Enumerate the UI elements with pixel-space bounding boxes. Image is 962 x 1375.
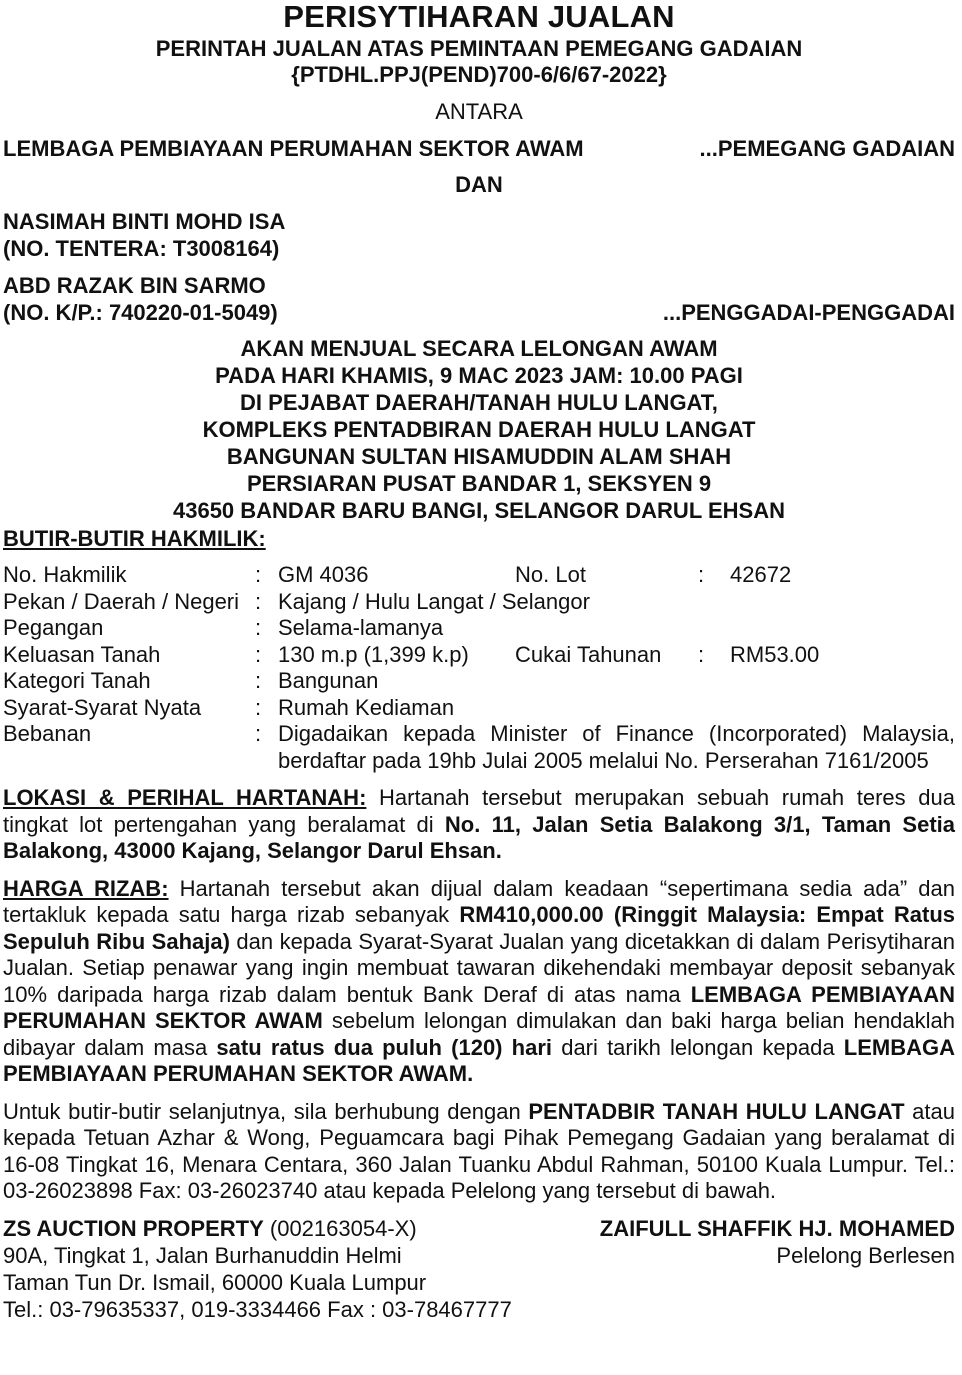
reserve-text: dari tarikh lelongan kepada [552, 1034, 844, 1060]
footer [3, 1215, 955, 1323]
detail-value: GM 4036 [278, 562, 369, 587]
auction-line: 43650 BANDAR BARU BANGI, SELANGOR DARUL EHSAN [172, 498, 785, 523]
chargor2-id: (NO. K/P.: 740220-01-5049) [3, 300, 278, 325]
land-administrator: PENTADBIR TANAH HULU LANGAT [528, 1098, 905, 1124]
auction-line: KOMPLEKS PENTADBIRAN DAERAH HULU LANGAT [202, 417, 756, 442]
reference-number: {PTDHL.PPJ(PEND)700-6/6/67-2022} [291, 62, 667, 87]
between-label: ANTARA [435, 99, 523, 124]
chargee-role: ...PEMEGANG GADAIAN [699, 136, 955, 161]
auction-line: AKAN MENJUAL SECARA LELONGAN AWAM [240, 336, 718, 361]
auctioneer-name: ZAIFULL SHAFFIK HJ. MOHAMED [599, 1215, 955, 1241]
detail-row [3, 615, 955, 642]
company-phones: Tel.: 03-79635337, 019-3334466 Fax : 03-78467777 [3, 1296, 512, 1322]
detail-value: Digadaikan kepada Minister of Finance (Incorporated) Malaysia, berdaftar pada 19hb Julai 2005 melalui No. Perserahan 7161/2005 [278, 721, 955, 773]
detail-colon: : [698, 641, 705, 667]
detail-row [3, 721, 955, 774]
detail-value: RM53.00 [730, 641, 820, 667]
chargor1-id: (NO. TENTERA: T3008164) [3, 236, 280, 261]
detail-label: Cukai Tahunan [515, 641, 662, 667]
reserve-amount: RM410,000.00 (Ringgit Malaysia: Empat Ratus Sepuluh Ribu Sahaja) [3, 902, 955, 954]
location-heading: LOKASI & PERIHAL HARTANAH: [3, 785, 367, 810]
chargor2-row [3, 299, 955, 326]
detail-label: Kategori Tanah [3, 668, 151, 693]
detail-colon: : [255, 641, 262, 667]
auction-line: DI PEJABAT DAERAH/TANAH HULU LANGAT, [240, 390, 718, 415]
detail-row [3, 589, 955, 616]
auctioneer [600, 1215, 955, 1323]
detail-colon: : [255, 721, 262, 746]
title-details-heading: BUTIR-BUTIR HAKMILIK: [3, 526, 266, 551]
contact-paragraph [3, 1099, 955, 1205]
chargor1-name: NASIMAH BINTI MOHD ISA [3, 209, 286, 234]
location-text: Hartanah tersebut merupakan sebuah rumah teres dua tingkat lot pertengahan yang beralamat di [3, 785, 955, 837]
contact-text: atau kepada Tetuan Azhar & Wong, Peguamcara bagi Pihak Pemegang Gadaian yang beralamat di 16-08 Tingkat 16, Menara Centara, 360 Jalan Tuanku Abdul Rahman, 50100 Kuala Lumpur. Tel.: 03-26023898 Fax: 03-26023740 atau kepada Pelelong yang tersebut di bawah. [3, 1098, 956, 1203]
contact-text: Untuk butir-butir selanjutnya, sila berhubung dengan [3, 1098, 529, 1124]
auctioneer-title: Pelelong Berlesen [776, 1242, 955, 1268]
detail-row [3, 695, 955, 722]
detail-value: 42672 [730, 562, 792, 587]
company-address: 90A, Tingkat 1, Jalan Burhanuddin Helmi [3, 1242, 402, 1268]
detail-value: Rumah Kediaman [278, 694, 455, 720]
detail-label: Pegangan [3, 615, 104, 640]
chargor2-name: ABD RAZAK BIN SARMO [3, 273, 266, 298]
detail-colon: : [255, 588, 262, 614]
detail-value: 130 m.p (1,399 k.p) [278, 641, 469, 667]
detail-colon: : [255, 694, 262, 720]
detail-label: Keluasan Tanah [3, 641, 161, 667]
detail-label: Syarat-Syarat Nyata [3, 694, 202, 720]
auction-line: BANGUNAN SULTAN HISAMUDDIN ALAM SHAH [226, 444, 732, 469]
auction-company [3, 1215, 512, 1323]
detail-colon: : [698, 562, 705, 587]
chargee-row [3, 135, 955, 162]
detail-row [3, 668, 955, 695]
property-address: No. 11, Jalan Setia Balakong 3/1, Taman Setia Balakong, 43000 Kajang, Selangor Darul Ehsan. [3, 811, 955, 863]
reserve-text: sebelum lelongan dimulakan dan baki harga belian hendaklah dibayar dalam masa [3, 1008, 956, 1060]
detail-colon: : [255, 562, 262, 587]
detail-label: Pekan / Daerah / Negeri [3, 588, 240, 614]
detail-row [3, 562, 955, 589]
reserve-price-heading: HARGA RIZAB: [3, 875, 169, 901]
company-address: Taman Tun Dr. Ismail, 60000 Kuala Lumpur [3, 1269, 427, 1295]
location-paragraph [3, 785, 955, 865]
sale-proclamation [3, 0, 955, 1323]
payment-period: satu ratus dua puluh (120) hari [216, 1034, 553, 1060]
payee-name: LEMBAGA PEMBIAYAAN PERUMAHAN SEKTOR AWAM. [3, 1034, 955, 1086]
reserve-price-paragraph [3, 876, 955, 1088]
detail-row [3, 642, 955, 669]
reserve-text: dan kepada Syarat-Syarat Jualan yang dicetakkan di dalam Perisytiharan Jualan. Setiap penawar yang ingin membuat tawaran dikehendaki membayar deposit sebanyak 10% daripada harga rizab dalam bentuk Bank Deraf di atas nama [3, 928, 955, 1007]
page-title: PERISYTIHARAN JUALAN [283, 0, 675, 34]
auction-line: PERSIARAN PUSAT BANDAR 1, SEKSYEN 9 [246, 471, 712, 496]
detail-label: Bebanan [3, 721, 92, 746]
detail-label: No. Hakmilik [3, 562, 127, 587]
chargor-role: ...PENGGADAI-PENGGADAI [662, 300, 955, 325]
detail-colon: : [255, 615, 262, 640]
company-name: ZS AUCTION PROPERTY [3, 1215, 264, 1241]
detail-value: Selama-lamanya [278, 615, 444, 640]
title-details-table [3, 562, 955, 774]
detail-value: Bangunan [278, 668, 379, 693]
detail-colon: : [255, 668, 262, 693]
company-reg: (002163054-X) [263, 1215, 417, 1241]
chargee-name: LEMBAGA PEMBIAYAAN PERUMAHAN SEKTOR AWAM [3, 136, 584, 161]
detail-value: Kajang / Hulu Langat / Selangor [278, 588, 590, 614]
reserve-text: Hartanah tersebut akan dijual dalam keadaan “sepertimana sedia ada” dan tertakluk kepada satu harga rizab sebanyak [3, 875, 956, 927]
auction-date: PADA HARI KHAMIS, 9 MAC 2023 JAM: 10.00 PAGI [215, 363, 743, 388]
order-subtitle: PERINTAH JUALAN ATAS PEMINTAAN PEMEGANG GADAIAN [155, 36, 803, 61]
and-label: DAN [455, 172, 503, 197]
detail-label: No. Lot [515, 562, 586, 587]
auction-notice [3, 335, 955, 524]
payee-name: LEMBAGA PEMBIAYAAN PERUMAHAN SEKTOR AWAM [3, 981, 955, 1033]
